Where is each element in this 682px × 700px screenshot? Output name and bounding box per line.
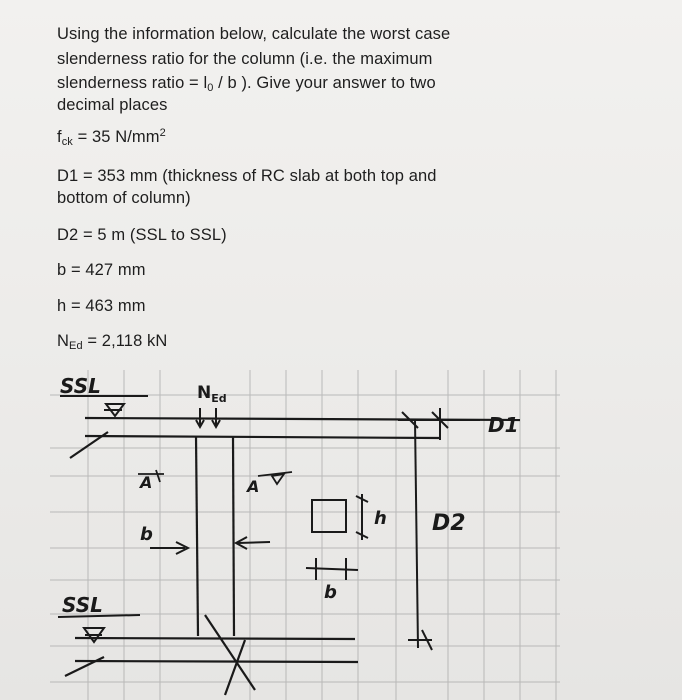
d2-label: D2 bbox=[432, 511, 466, 536]
question-line-2: slenderness ratio for the column (i.e. the maximum bbox=[57, 50, 433, 68]
section-arrows bbox=[150, 537, 270, 554]
section-a-right-label: A bbox=[247, 477, 260, 496]
section-a-right-marker bbox=[258, 472, 292, 484]
d1-line-1: D1 = 353 mm (thickness of RC slab at both top and bbox=[57, 167, 437, 185]
d2-value: D2 = 5 m (SSL to SSL) bbox=[57, 226, 227, 244]
ssl-top-marker bbox=[60, 396, 148, 416]
question-line-1: Using the information below, calculate the worst case bbox=[57, 25, 451, 43]
ned-value: $N_{Ed} = 2,118$ kN bbox=[57, 332, 168, 352]
question-line-3: slenderness ratio = $l_0$ / b ). Give your answer to two bbox=[57, 74, 436, 94]
column-outline bbox=[196, 436, 255, 695]
d1-label: D1 bbox=[488, 413, 519, 437]
top-slab bbox=[70, 418, 520, 458]
ssl-bottom-label: SSL bbox=[62, 593, 103, 617]
bottom-slab bbox=[65, 638, 358, 676]
d1-line-2: bottom of column) bbox=[57, 189, 191, 207]
d1-dimension bbox=[398, 408, 480, 440]
fck-value: $f_{ck} = 35$ $N/mm^2$ bbox=[57, 127, 166, 148]
section-a-left-label: A bbox=[140, 473, 153, 492]
b-width-label-left: b bbox=[140, 524, 153, 545]
b-value: b = 427 mm bbox=[57, 261, 146, 279]
h-value: h = 463 mm bbox=[57, 297, 146, 315]
h-label: h bbox=[374, 508, 387, 529]
cross-section bbox=[306, 494, 368, 580]
b-section-label: b bbox=[324, 582, 337, 603]
ssl-top-label: SSL bbox=[60, 374, 101, 398]
d2-dimension bbox=[408, 420, 432, 650]
ned-sketch-label: $N_{Ed}$ bbox=[197, 383, 227, 405]
question-line-4: decimal places bbox=[57, 96, 168, 114]
